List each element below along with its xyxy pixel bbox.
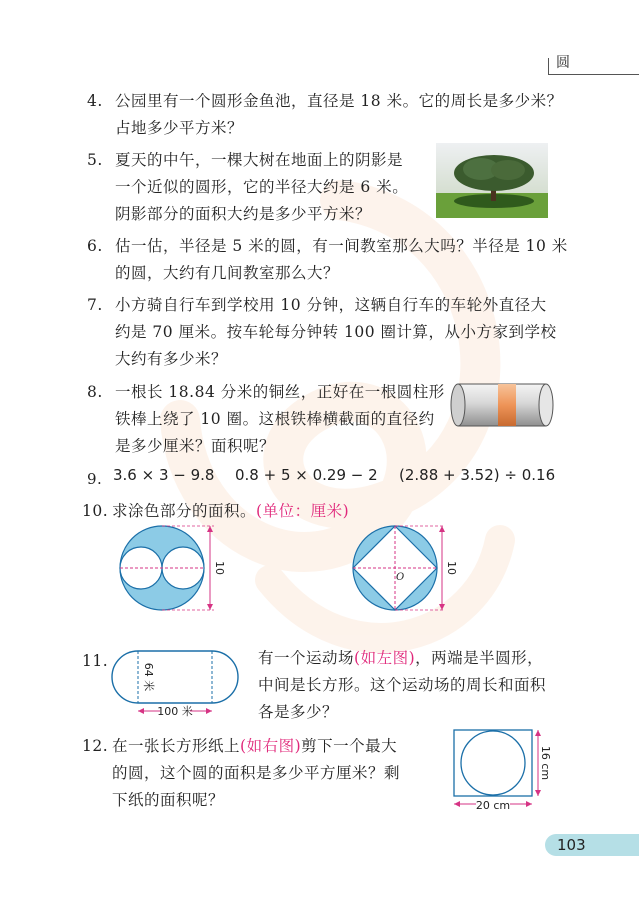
- problem-line: 阴影部分的面积大约是多少平方米？: [115, 205, 372, 223]
- problem-line: 的圆，大约有几间教室那么大？: [115, 264, 340, 282]
- rectangle-circle-figure: [448, 724, 552, 816]
- problem-line: 下纸的面积呢？: [112, 791, 225, 809]
- two-circles-figure: [110, 523, 230, 613]
- problem-line: 铁棒上绕了 10 圈。这根铁棒横截面的直径约: [115, 410, 435, 428]
- problem-11-text: [258, 645, 568, 726]
- problem-line: 大约有多少米？: [115, 350, 228, 368]
- problem-number: 6.: [87, 237, 103, 255]
- problem-line: 估一估，半径是 5 米的圆，有一间教室那么大吗？半径是 10 米: [115, 237, 568, 255]
- stadium-figure: [100, 645, 250, 717]
- header-rule: [548, 74, 639, 75]
- tree-shadow-photo: [436, 143, 548, 218]
- problem-line: 各是多少？: [258, 703, 339, 721]
- figure-reference: (如右图): [240, 737, 302, 755]
- problem-number: 10.: [82, 502, 109, 520]
- problem-line: 一个近似的圆形，它的半径大约是 6 米。: [115, 178, 409, 196]
- problem-number: 5.: [87, 151, 103, 169]
- expression-3: (2.88 + 3.52) ÷ 0.16: [399, 466, 556, 484]
- rod-with-wire-figure: [448, 380, 560, 430]
- problem-line: 一根长 18.84 分米的铜丝，正好在一根圆柱形: [115, 383, 445, 401]
- problem-line: ，两端是半圆形，: [415, 649, 544, 667]
- problem-number: 12.: [82, 737, 109, 755]
- height-label: 64 米: [142, 662, 155, 692]
- problem-text: 求涂色部分的面积。: [112, 502, 257, 520]
- unit-note: (单位：厘米): [256, 502, 350, 520]
- header-tick: [548, 58, 549, 74]
- problem-line: 剪下一个最大: [301, 737, 398, 755]
- problem-line: 在一张长方形纸上: [112, 737, 241, 755]
- problem-line: 夏天的中午，一棵大树在地面上的阴影是: [115, 151, 404, 169]
- problem-number: 4.: [87, 92, 103, 110]
- problem-number: 8.: [87, 383, 103, 401]
- width-label: 20 cm: [475, 799, 511, 812]
- problem-number: 11.: [82, 652, 109, 670]
- width-label: 100 米: [157, 705, 193, 718]
- problem-line: 是多少厘米？面积呢？: [115, 437, 276, 455]
- problem-line: 公园里有一个圆形金鱼池，直径是 18 米。它的周长是多少米？: [115, 92, 563, 110]
- problem-number: 7.: [87, 296, 103, 314]
- problem-line: 约是 70 厘米。按车轮每分钟转 100 圈计算，从小方家到学校: [115, 323, 557, 341]
- problem-line: 小方骑自行车到学校用 10 分钟，这辆自行车的车轮外直径大: [115, 296, 547, 314]
- problem-number: 9.: [87, 470, 103, 488]
- center-label: O: [396, 572, 405, 583]
- expression-2: 0.8 + 5 × 0.29 − 2: [235, 466, 378, 484]
- dimension-label: 10: [213, 561, 226, 575]
- problem-line: 占地多少平方米？: [115, 119, 244, 137]
- dimension-label: 10: [445, 561, 458, 575]
- chapter-title: 圆: [556, 55, 570, 71]
- problem-line: 的圆，这个圆的面积是多少平方厘米？剩: [112, 764, 401, 782]
- figure-reference: (如左图): [354, 649, 416, 667]
- page-number: 103: [545, 834, 639, 856]
- expression-1: 3.6 × 3 − 9.8: [113, 466, 215, 484]
- problem-line: 有一个运动场: [258, 649, 355, 667]
- height-label: 16 cm: [539, 745, 552, 781]
- square-in-circle-figure: [350, 523, 460, 613]
- problem-line: 中间是长方形。这个运动场的周长和面积: [258, 676, 547, 694]
